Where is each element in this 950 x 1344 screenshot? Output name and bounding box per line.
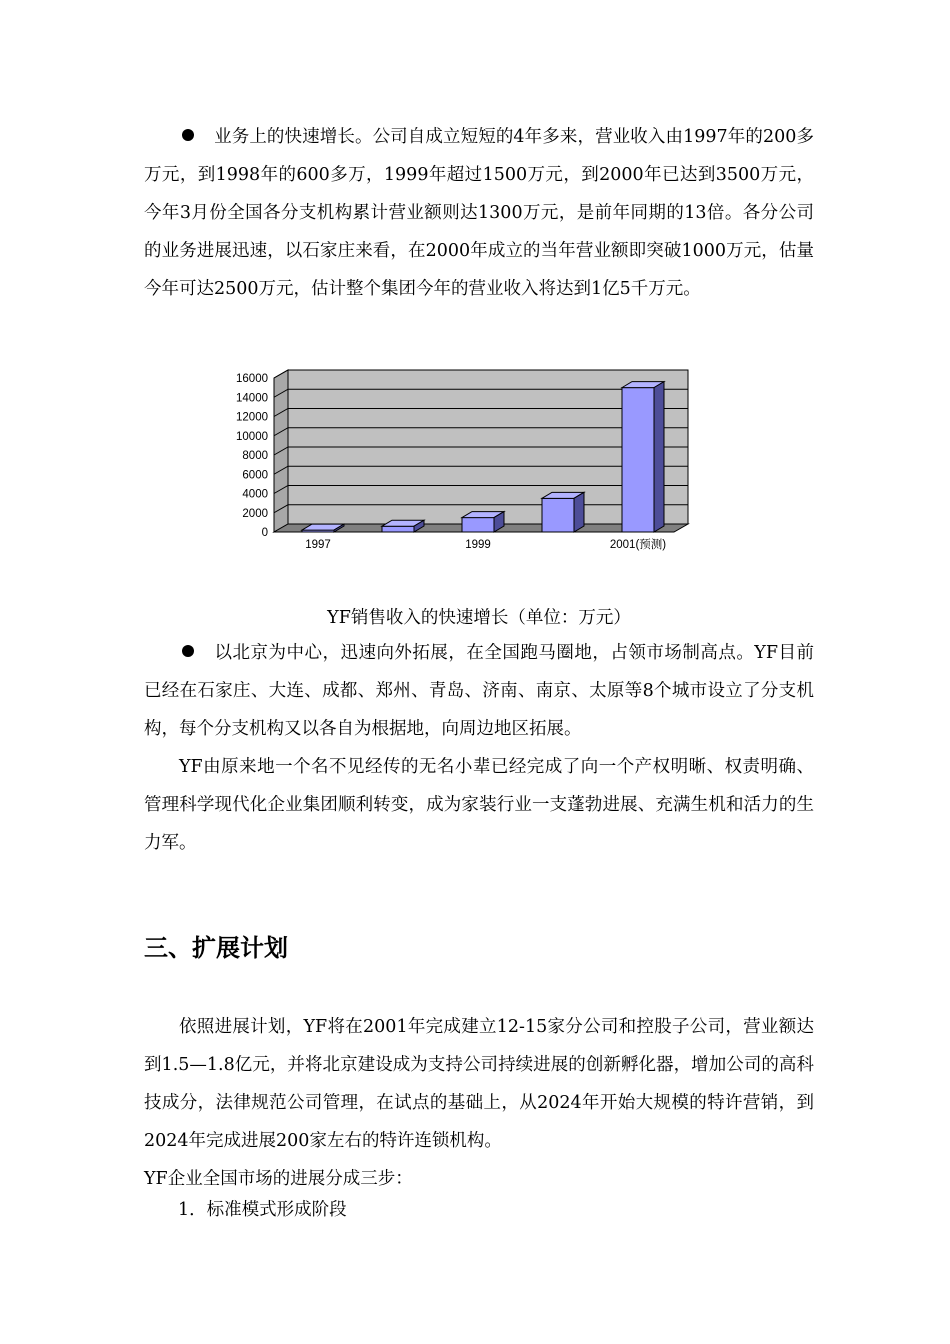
y-tick-label: 2000 <box>242 507 268 520</box>
y-tick-label: 16000 <box>236 373 268 385</box>
x-tick-label: 1997 <box>305 539 331 551</box>
y-tick-label: 6000 <box>242 469 268 482</box>
bar <box>382 526 414 532</box>
bullet-paragraph-growth <box>144 118 814 308</box>
paragraph-text: 业务上的快速增长。公司自成立短短的4年多来，营业收入由1997年的200多万元，到1998年的600多万，1999年超过1500万元，到2000年已达到3500万元，今年3月份全国各分支机构累计营业额则达1300万元，是前年同期的13倍。各分公司的业务进展迅速，以石家庄来看，在2000年成立的当年营业额即突破1000万元，估量今年可达2500万元，估计整个集团今年的营业收入将达到1亿5千万元。 <box>144 127 814 299</box>
bullet-paragraph-expansion <box>144 634 814 748</box>
bar-side <box>654 382 664 532</box>
y-tick-label: 0 <box>261 527 268 539</box>
bar <box>622 388 654 532</box>
sales-bar-chart <box>226 362 696 552</box>
x-tick-label: 2001(预测) <box>609 539 667 551</box>
bullet-icon <box>144 634 214 672</box>
y-tick-label: 4000 <box>242 488 268 501</box>
paragraph-plan: 依照进展计划，YF将在2001年完成建立12-15家分公司和控股子公司，营业额达到1.5—1.8亿元，并将北京建设成为支持公司持续进展的创新孵化器，增加公司的高科技成分，法律规范公司管理，在试点的基础上，从2024年开始大规模的特许营销，到2024年完成进展200家左右的特许连锁机构。 <box>144 1017 814 1151</box>
y-tick-label: 14000 <box>236 392 268 405</box>
paragraph-text: 以北京为中心，迅速向外拓展，在全国跑马圈地，占领市场制高点。YF目前已经在石家庄、大连、成都、郑州、青岛、济南、南京、太原等8个城市设立了分支机构，每个分支机构又以各自为根据地，向周边地区拓展。 <box>144 643 814 739</box>
x-tick-label: 1999 <box>465 539 491 551</box>
chart-caption: YF销售收入的快速增长（单位：万元） <box>327 608 631 628</box>
y-tick-label: 10000 <box>236 430 268 443</box>
section-heading: 三、扩展计划 <box>144 934 288 962</box>
y-tick-label: 12000 <box>236 411 268 424</box>
y-tick-label: 8000 <box>242 450 268 462</box>
bar-side <box>574 492 584 532</box>
paragraph-three-steps: YF企业全国市场的进展分成三步： <box>144 1169 413 1189</box>
list-item-stage-1: 1．标准模式形成阶段 <box>178 1200 347 1220</box>
bullet-icon <box>144 118 214 156</box>
bar <box>462 518 494 532</box>
bar <box>542 498 574 532</box>
paragraph-transformation: YF由原来地一个名不见经传的无名小辈已经完成了向一个产权明晰、权责明确、管理科学现代化企业集团顺利转变，成为家装行业一支蓬勃进展、充满生机和活力的生力军。 <box>144 757 814 853</box>
